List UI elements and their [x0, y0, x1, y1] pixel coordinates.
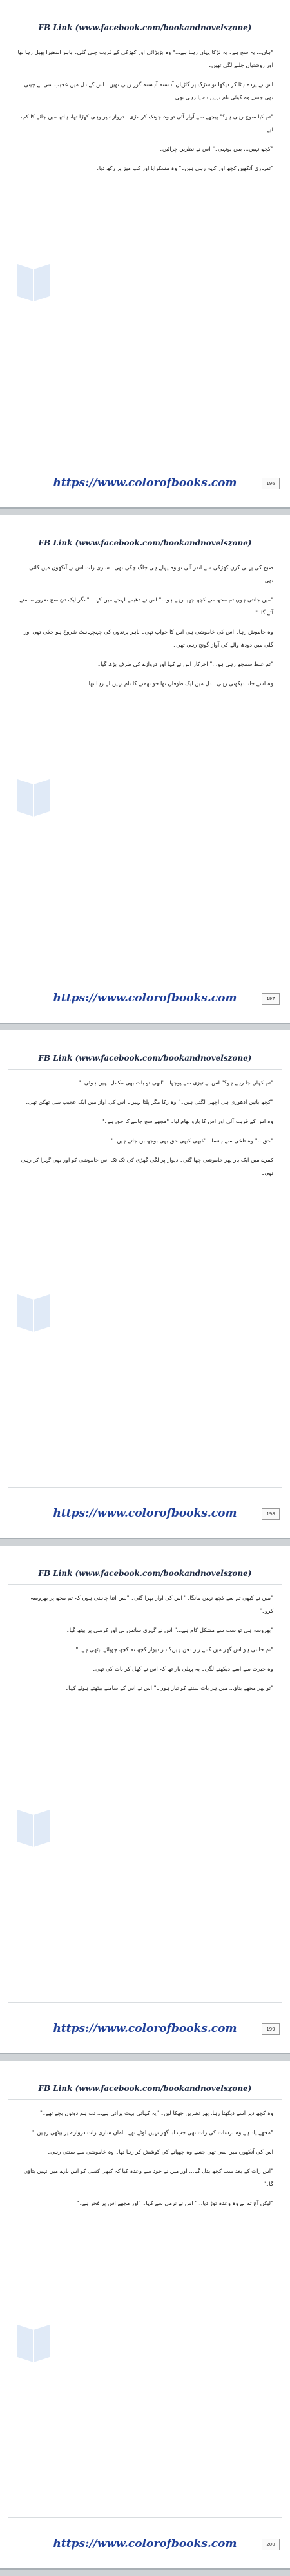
paragraph: وہ حیرت سے اسے دیکھنے لگی۔ یہ پہلی بار تھا کہ اس نے کھل کر بات کی تھی۔: [92, 1666, 273, 1672]
book-watermark-icon: [14, 773, 53, 818]
paragraph: اس نے پردہ ہٹا کر دیکھا تو سڑک پر گاڑیاں آہستہ آہستہ گزر رہی تھیں۔ اس کے دل میں عجیب سی بے چینی تھی جسے وہ کوئی نام نہیں دے پا رہی تھی۔: [24, 82, 273, 101]
story-text: [17, 2107, 273, 2217]
paragraph: وہ اسے جاتا دیکھتی رہی۔ دل میں ایک طوفان تھا جو تھمنے کا نام نہیں لے رہا تھا۔: [85, 681, 273, 687]
page-number: 197: [262, 993, 280, 1005]
facebook-link-header[interactable]: FB Link (www.facebook.com/bookandnovelszone): [38, 1054, 252, 1063]
page-number: 200: [262, 2539, 280, 2550]
facebook-link-header[interactable]: FB Link (www.facebook.com/bookandnovelszone): [38, 1569, 252, 1578]
paragraph: "اس رات کے بعد سب کچھ بدل گیا... اور میں نے خود سے وعدہ کیا کہ کبھی کسی کو اس بارے میں نہیں بتاؤں گا۔": [23, 2168, 273, 2188]
page-number: 196: [262, 478, 280, 489]
paragraph: "کچھ باتیں ادھوری ہی اچھی لگتی ہیں۔" وہ رکا مگر پلٹا نہیں۔ اس کی آواز میں ایک عجیب سی تھکن تھی۔: [24, 1099, 273, 1106]
paragraph: "حق..." وہ تلخی سے ہنسا۔ "کبھی کبھی حق بھی بوجھ بن جاتے ہیں۔": [111, 1138, 273, 1144]
facebook-link-header[interactable]: FB Link (www.facebook.com/bookandnovelszone): [38, 23, 252, 32]
paragraph: "تم جانتی ہو اس گھر میں کتنے راز دفن ہیں؟ ہر دیوار کچھ نہ کچھ چھپائے بیٹھی ہے۔": [75, 1647, 273, 1653]
page-3: [0, 1030, 290, 1539]
facebook-link-header[interactable]: FB Link (www.facebook.com/bookandnovelszone): [38, 2084, 252, 2093]
paragraph: "تم کیا سوچ رہی ہو؟" پیچھے سے آواز آئی تو وہ چونک کر مڑی۔ دروازے پر وہی کھڑا تھا، ہاتھ میں چائے کا کپ لیے۔: [21, 114, 273, 133]
paragraph: "تمہاری آنکھیں کچھ اور کہہ رہی ہیں۔" وہ مسکرایا اور کپ میز پر رکھ دیا۔: [95, 166, 273, 172]
paragraph: "میں جانتی ہوں تم مجھ سے کچھ چھپا رہے ہو..." اس نے دھیمے لہجے میں کہا۔ "مگر ایک دن سچ ضرور سامنے آئے گا۔": [19, 597, 273, 616]
page-4: [0, 1546, 290, 2054]
story-text: [17, 46, 273, 182]
book-watermark-icon: [14, 1803, 53, 1848]
paragraph: "مجھے یاد ہے وہ برسات کی رات تھی جب ابا گھر نہیں لوٹے تھے۔ اماں ساری رات دروازے پر بیٹھی رہیں۔": [31, 2130, 273, 2136]
paragraph: اس کی آنکھوں میں نمی تھی جسے وہ چھپانے کی کوشش کر رہا تھا۔ وہ خاموشی سے سنتی رہی۔: [47, 2149, 273, 2155]
website-link-footer[interactable]: https://www.colorofbooks.com: [53, 477, 237, 489]
page-number: 199: [262, 2023, 280, 2035]
paragraph: "میں نے کبھی تم سے کچھ نہیں مانگا۔" اس کی آواز بھرا گئی۔ "بس اتنا چاہتی ہوں کہ تم مجھ پر بھروسہ کرو۔": [30, 1595, 273, 1615]
paragraph: "تو پھر مجھے بتاؤ... میں ہر بات سننے کو تیار ہوں۔" اس نے اس کے سامنے بیٹھتے ہوئے کہا۔: [65, 1685, 273, 1692]
paragraph: وہ کچھ دیر اسے دیکھتا رہا، پھر نظریں جھکا لیں۔ "یہ کہانی بہت پرانی ہے... تب ہم دونوں بچے تھے۔": [39, 2110, 273, 2117]
page-5: [0, 2061, 290, 2570]
book-watermark-icon: [14, 258, 53, 303]
paragraph: وہ اس کے قریب آئی اور اس کا بازو تھام لیا۔ "مجھے سچ جاننے کا حق ہے۔": [101, 1119, 273, 1125]
page-1: [0, 0, 290, 509]
paragraph: کمرے میں ایک بار پھر خاموشی چھا گئی۔ دیوار پر لگی گھڑی کی ٹک ٹک اس خاموشی کو اور بھی گہرا کر رہی تھی۔: [21, 1157, 273, 1177]
paragraph: "تم کہاں جا رہے ہو؟" اس نے تیزی سے پوچھا۔ "ابھی تو بات بھی مکمل نہیں ہوئی۔": [78, 1080, 273, 1086]
website-link-footer[interactable]: https://www.colorofbooks.com: [53, 1507, 237, 1520]
website-link-footer[interactable]: https://www.colorofbooks.com: [53, 2022, 237, 2035]
paragraph: وہ خاموش رہا۔ اس کی خاموشی ہی اس کا جواب تھی۔ باہر پرندوں کی چہچہاہٹ شروع ہو چکی تھی اور گلی میں دودھ والے کی آواز گونج رہی تھی۔: [24, 629, 273, 649]
page-number: 198: [262, 1508, 280, 1520]
page-2: [0, 515, 290, 1024]
book-watermark-icon: [14, 2318, 53, 2363]
paragraph: "بھروسہ ہی تو سب سے مشکل کام ہے..." اس نے گہری سانس لی اور کرسی پر بیٹھ گیا۔: [66, 1627, 273, 1634]
story-text: [17, 1077, 273, 1186]
book-watermark-icon: [14, 1288, 53, 1333]
paragraph: "کچھ نہیں... بس یونہی۔" اس نے نظریں چرائیں۔: [159, 146, 273, 153]
facebook-link-header[interactable]: FB Link (www.facebook.com/bookandnovelszone): [38, 538, 252, 547]
website-link-footer[interactable]: https://www.colorofbooks.com: [53, 992, 237, 1005]
paragraph: صبح کی پہلی کرن کھڑکی سے اندر آئی تو وہ پہلے ہی جاگ چکی تھی۔ ساری رات اس نے آنکھوں میں کاٹی تھی۔: [29, 565, 273, 584]
website-link-footer[interactable]: https://www.colorofbooks.com: [53, 2537, 237, 2550]
story-text: [17, 562, 273, 697]
story-text: [17, 1592, 273, 1701]
paragraph: "لیکن آج تم نے وہ وعدہ توڑ دیا..." اس نے نرمی سے کہا۔ "اور مجھے اس پر فخر ہے۔": [76, 2201, 273, 2207]
paragraph: "تم غلط سمجھ رہی ہو..." آخرکار اس نے کہا اور دروازے کی طرف بڑھ گیا۔: [97, 661, 273, 668]
paragraph: "ہاں... یہ سچ ہے۔ یہ لڑکا یہاں رہتا ہے..." وہ بڑبڑائی اور کھڑکی کے قریب چلی گئی۔ باہر اندھیرا پھیل رہا تھا اور روشنیاں جلنے لگی تھیں۔: [17, 50, 273, 69]
